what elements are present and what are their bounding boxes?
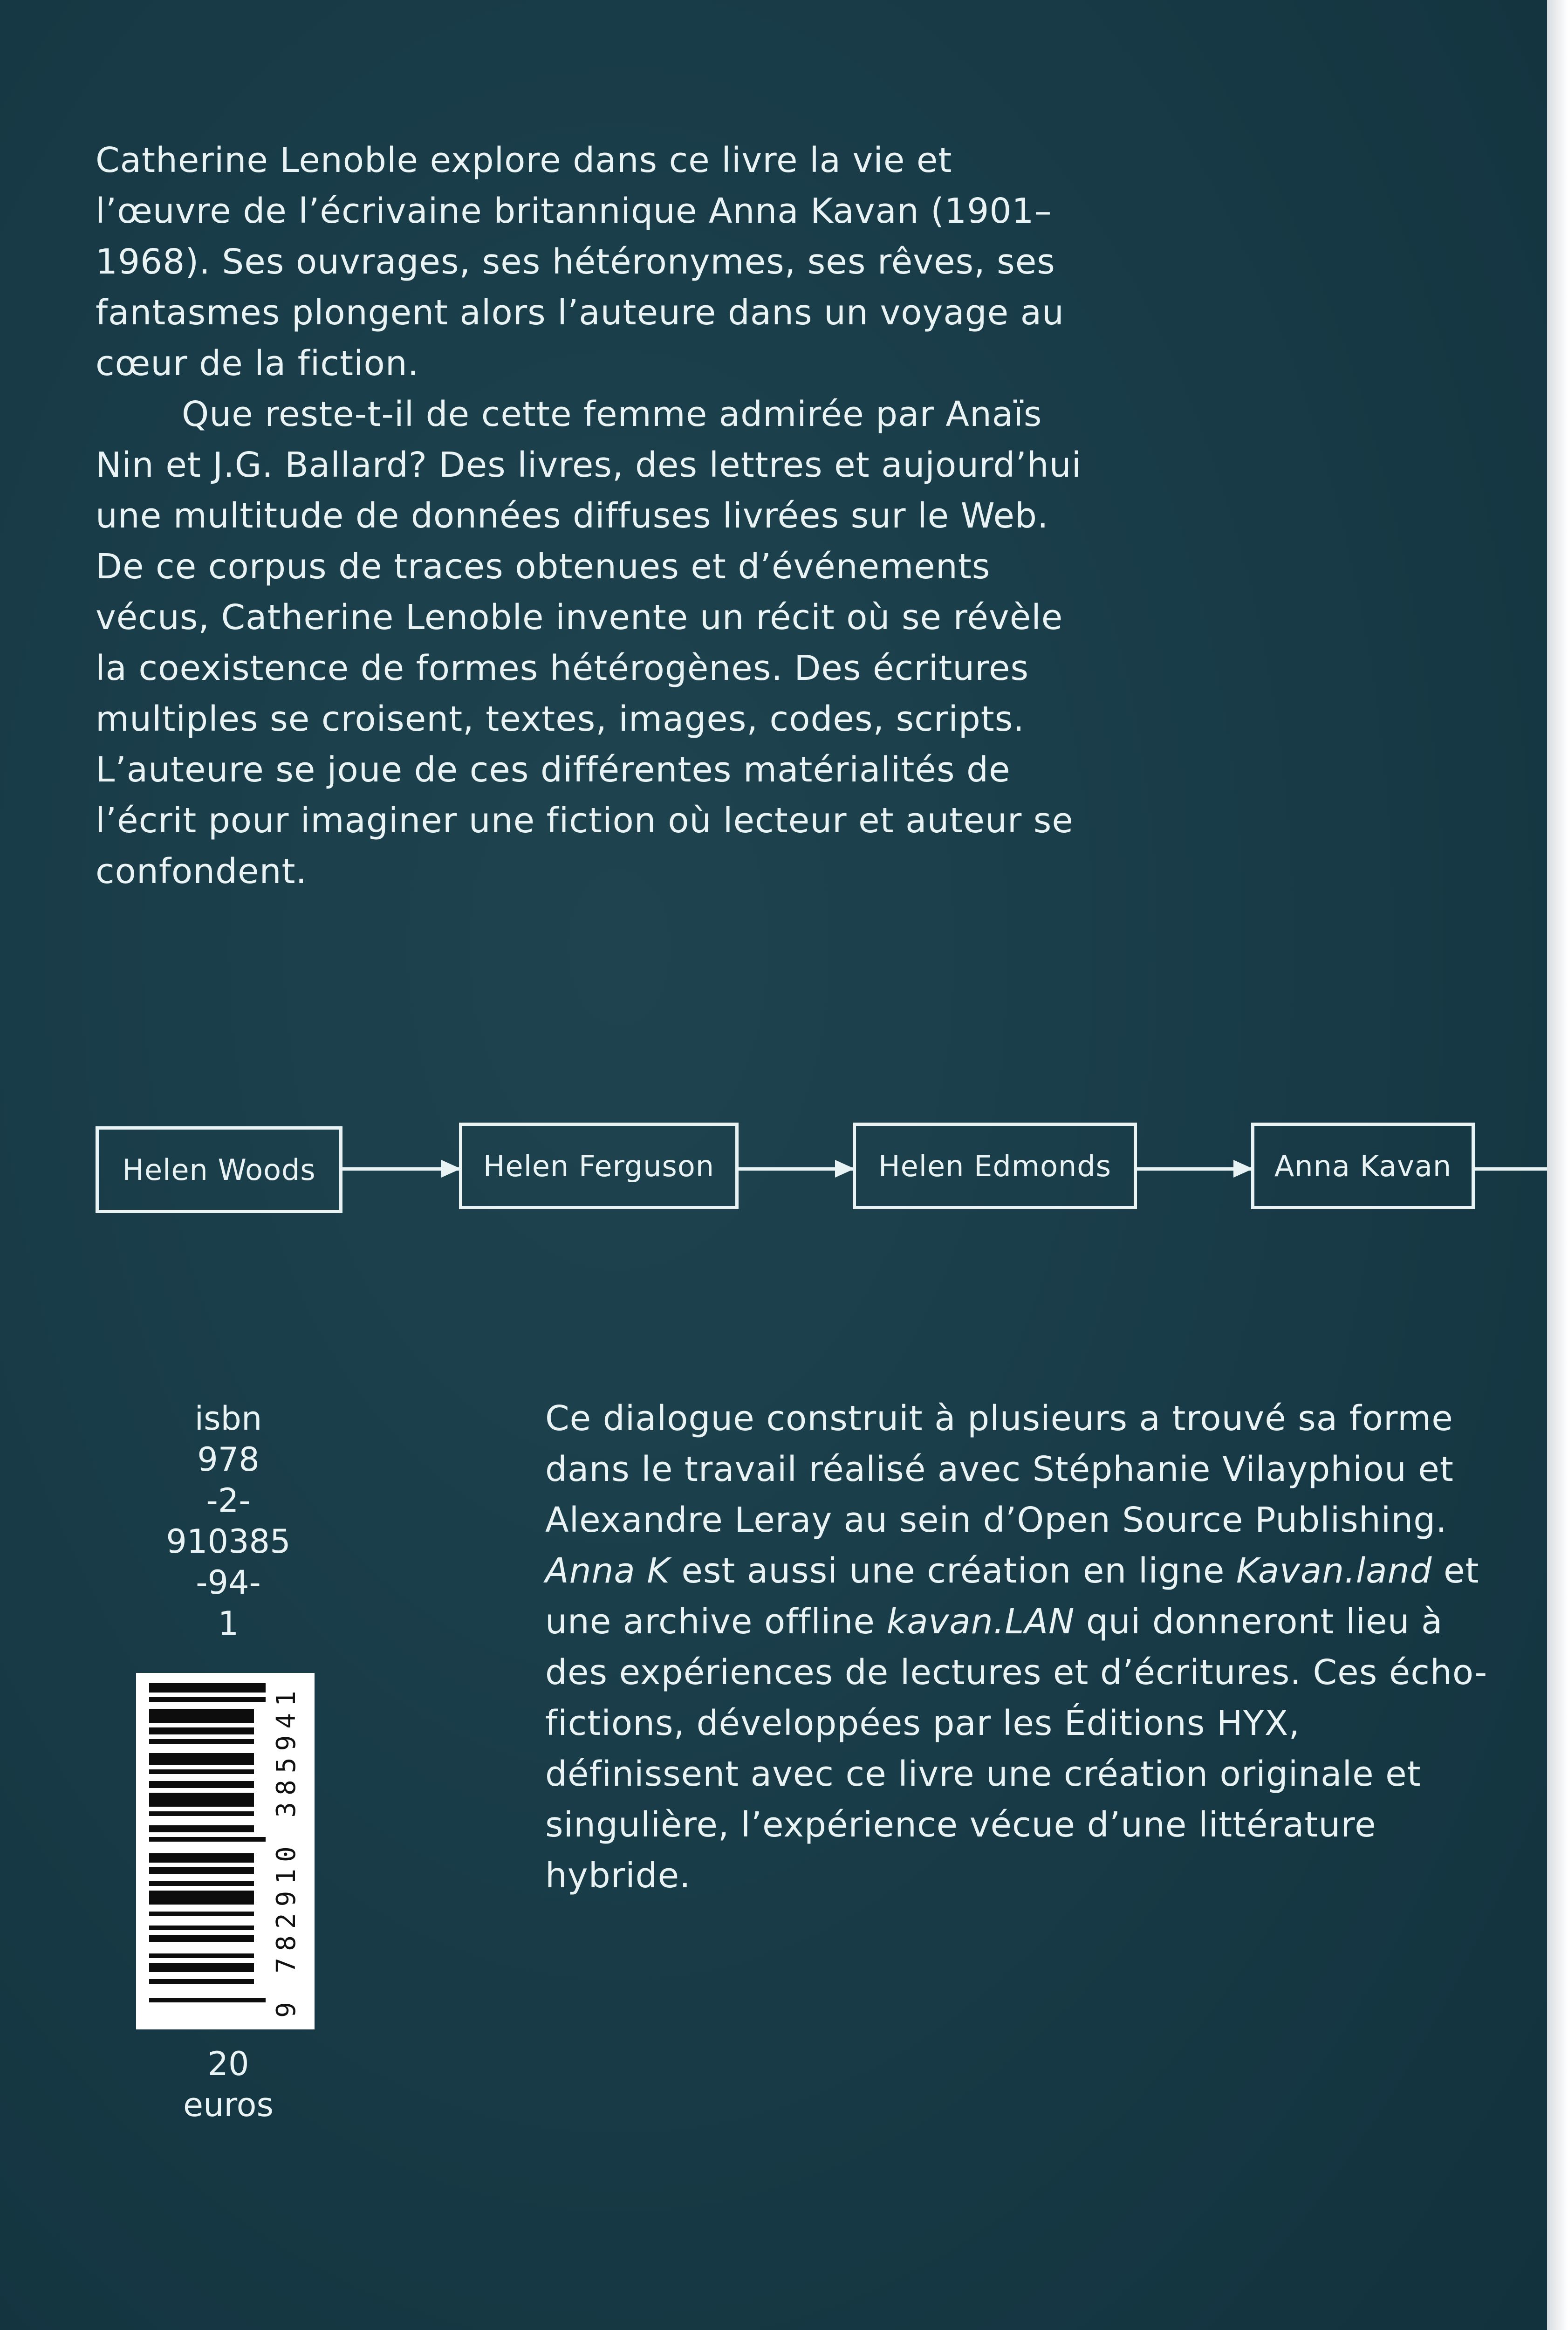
barcode-bar bbox=[149, 1853, 254, 1863]
arrow-head-icon bbox=[1233, 1160, 1253, 1178]
barcode-bar bbox=[149, 1891, 254, 1905]
barcode-bar bbox=[149, 1811, 254, 1816]
credits-text: est aussi une création en ligne bbox=[670, 1551, 1236, 1591]
trailing-connector bbox=[1475, 1167, 1547, 1171]
blurb-paragraph-2: Que reste-t-il de cette femme admirée par Anaïs Nin et J.G. Ballard? Des livres, des lettres et aujourd’hui une multitude de données diffuses livrées sur le Web. De ce corpus de traces obtenues et d’événements vécus, Catherine Lenoble invente un récit où se révèle la coexistence de formes hétérogènes. Des écritures multiples se croisent, textes, images, codes, scripts. L’auteure se joue de ces différentes matérialités de l’écrit pour imaginer une fiction où lecteur et auteur se confondent. bbox=[96, 394, 1082, 891]
name-node-anna-kavan: Anna Kavan bbox=[1251, 1123, 1475, 1209]
credits-text: Ce dialogue construit à plusieurs a trouvé sa forme dans le travail réalisé avec Stéphanie Vilayphiou et Alexandre Leray au sein d’Open Source Publishing. bbox=[545, 1398, 1454, 1540]
book-title: Anna K bbox=[545, 1551, 670, 1591]
barcode-bar bbox=[149, 1709, 254, 1723]
barcode bbox=[136, 1673, 315, 2029]
barcode-bar bbox=[149, 1683, 266, 1693]
barcode-bar bbox=[149, 1963, 254, 1972]
price-currency: euros bbox=[183, 2086, 274, 2124]
barcode-bar bbox=[149, 1769, 254, 1774]
blurb bbox=[96, 135, 1097, 897]
arrow-head-icon bbox=[835, 1160, 855, 1178]
barcode-bar bbox=[149, 1998, 266, 2002]
blurb-paragraph-1: Catherine Lenoble explore dans ce livre la vie et l’œuvre de l’écrivaine britannique Anna Kavan (1901–1968). Ses ouvrages, ses hétéronymes, ses rêves, ses fantasmes plongent alors l’auteure dans un voyage au cœur de la fiction. bbox=[96, 140, 1064, 384]
barcode-bar bbox=[149, 1739, 254, 1744]
page-edge bbox=[1547, 0, 1568, 2330]
isbn-line: -94- bbox=[196, 1563, 261, 1602]
arrow-connector bbox=[1137, 1167, 1251, 1171]
credits-text: qui donneront lieu à des expériences de lectures et d’écritures. Ces écho-fictions, développées par les Éditions HYX, définissent avec ce livre une création originale et singulière, l’expérience vécue d’une littérature hybride. bbox=[545, 1602, 1488, 1896]
isbn-block bbox=[140, 1398, 317, 1644]
offline-archive-name: kavan.LAN bbox=[886, 1602, 1075, 1642]
barcode-bar bbox=[149, 1979, 254, 1984]
barcode-bar bbox=[149, 1912, 254, 1916]
isbn-line: 910385 bbox=[166, 1522, 291, 1561]
arrow-connector bbox=[342, 1167, 459, 1171]
arrow-connector bbox=[739, 1167, 853, 1171]
price-amount: 20 bbox=[207, 2045, 249, 2083]
barcode-bar bbox=[149, 1926, 254, 1930]
online-project-name: Kavan.land bbox=[1236, 1551, 1432, 1591]
barcode-digits: 9 782910 385941 bbox=[271, 1684, 301, 2018]
barcode-bar bbox=[149, 1881, 254, 1886]
barcode-bar bbox=[149, 1793, 254, 1807]
isbn-line: isbn bbox=[194, 1399, 262, 1438]
barcode-bar bbox=[149, 1727, 254, 1734]
name-node-helen-woods: Helen Woods bbox=[96, 1126, 342, 1213]
barcode-bar bbox=[149, 1753, 254, 1765]
barcode-bar bbox=[149, 1935, 254, 1942]
barcode-bar bbox=[149, 1825, 254, 1832]
barcode-bar bbox=[149, 1697, 266, 1702]
credits-text: et une archive offline bbox=[545, 1551, 1479, 1642]
name-node-helen-ferguson: Helen Ferguson bbox=[459, 1123, 739, 1209]
barcode-bar bbox=[149, 1867, 254, 1874]
price-block bbox=[140, 2043, 317, 2125]
name-node-helen-edmonds: Helen Edmonds bbox=[853, 1123, 1137, 1209]
barcode-bar bbox=[149, 1781, 254, 1788]
name-chain-diagram bbox=[0, 1121, 1547, 1223]
arrow-head-icon bbox=[441, 1160, 461, 1178]
isbn-line: 1 bbox=[218, 1604, 239, 1643]
barcode-bars bbox=[149, 1683, 266, 2019]
credits-paragraph bbox=[545, 1393, 1500, 1901]
isbn-line: -2- bbox=[206, 1481, 251, 1520]
barcode-bar bbox=[149, 1837, 266, 1842]
isbn-line: 978 bbox=[197, 1440, 260, 1479]
barcode-bar bbox=[149, 1953, 254, 1958]
